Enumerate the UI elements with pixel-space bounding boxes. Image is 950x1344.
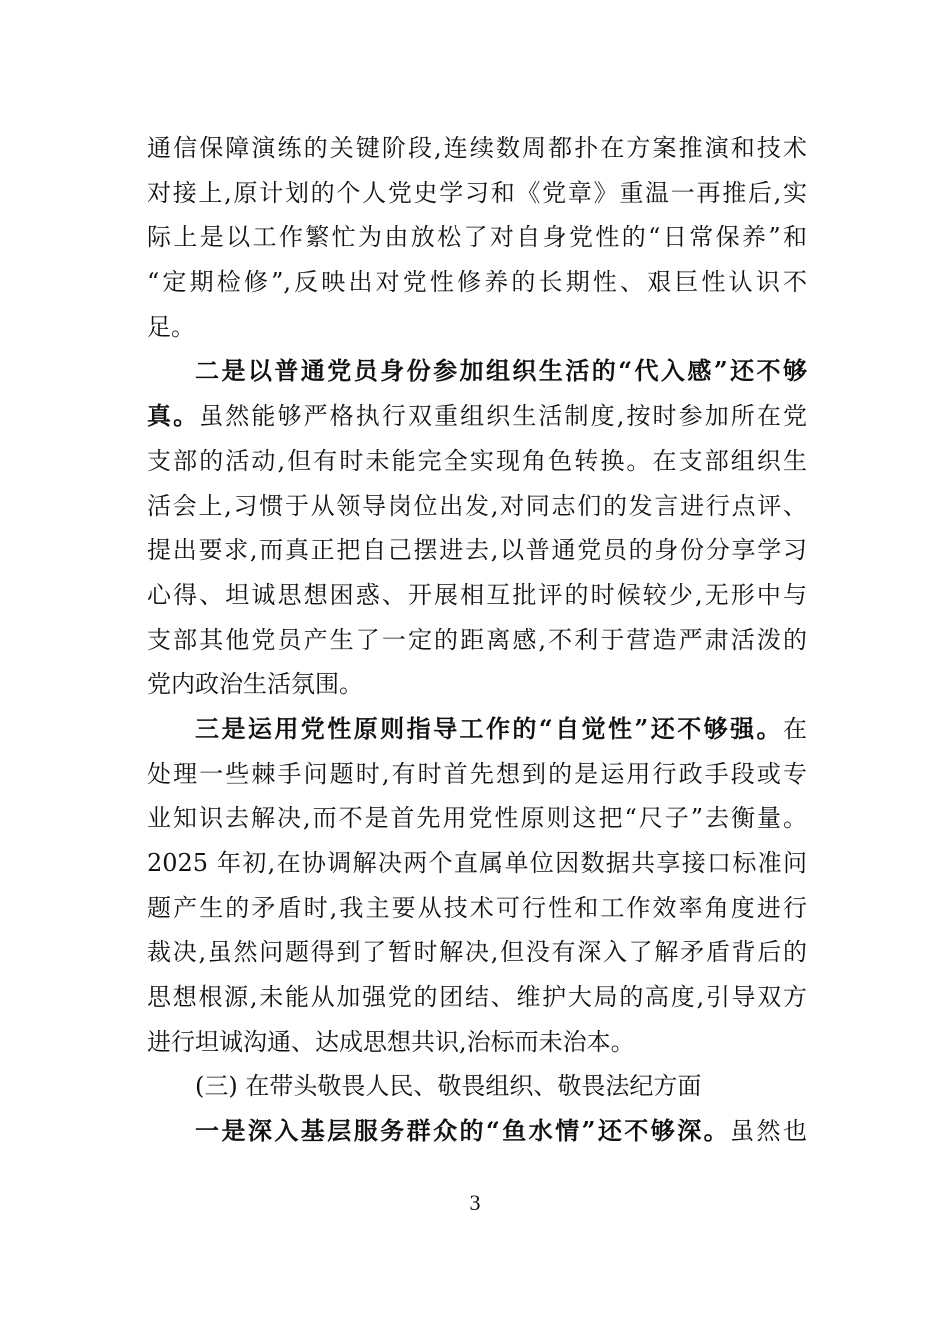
text-line [147,171,807,216]
bold-heading-text: 真。 [147,401,200,431]
text-line [147,349,807,394]
body-text: (三) 在带头敬畏人民、敬畏组织、敬畏法纪方面 [195,1072,702,1101]
bold-heading-text: 三是运用党性原则指导工作的“自觉性”还不够强。 [195,713,783,743]
text-line [147,886,807,931]
text-line [147,439,807,484]
body-text: 思想根源,未能从加强党的团结、维护大局的高度,引导双方 [147,983,807,1012]
text-line [147,1020,807,1065]
page-number: 3 [469,1190,481,1215]
text-line [147,841,807,886]
text-line [147,573,807,618]
body-text: 裁决,虽然问题得到了暂时解决,但没有深入了解矛盾背后的 [147,938,807,967]
body-text: 支部其他党员产生了一定的距离感,不利于营造严肃活泼的 [147,625,807,654]
body-text: 业知识去解决,而不是首先用党性原则这把“尺子”去衡量。 [147,804,807,833]
body-text: 足。 [147,312,195,341]
text-line [147,260,807,305]
text-line [147,752,807,797]
body-text: 虽然也 [730,1117,808,1146]
text-line [147,528,807,573]
body-text: 在 [783,714,807,743]
text-line [147,215,807,260]
body-text: 通信保障演练的关键阶段,连续数周都扑在方案推演和技术 [147,134,807,162]
text-line [147,975,807,1020]
bold-heading-text: 二是以普通党员身份参加组织生活的“代入感”还不够 [195,356,807,386]
body-text: 进行坦诚沟通、达成思想共识,治标而未治本。 [147,1027,635,1056]
bold-heading-text: 一是深入基层服务群众的“鱼水情”还不够深。 [195,1116,731,1146]
text-line [147,618,807,663]
text-line [147,484,807,529]
body-text: 题产生的矛盾时,我主要从技术可行性和工作效率角度进行 [147,893,807,922]
text-line [147,662,807,707]
body-text: 2025 年初,在协调解决两个直属单位因数据共享接口标准问 [147,849,807,877]
body-text: 际上是以工作繁忙为由放松了对自身党性的“日常保养”和 [147,223,807,252]
body-text: “定期检修”,反映出对党性修养的长期性、艰巨性认识不 [147,268,807,297]
text-line [147,707,807,752]
text-line [147,1064,807,1109]
body-text: 支部的活动,但有时未能完全实现角色转换。在支部组织生 [147,446,807,475]
text-line [147,796,807,841]
body-text: 提出要求,而真正把自己摆进去,以普通党员的身份分享学习 [147,536,807,565]
text-line [147,930,807,975]
text-line [147,126,807,171]
body-text: 活会上,习惯于从领导岗位出发,对同志们的发言进行点评、 [147,491,807,520]
body-text: 处理一些棘手问题时,有时首先想到的是运用行政手段或专 [147,759,807,788]
body-text: 心得、坦诚思想困惑、开展相互批评的时候较少,无形中与 [147,580,807,609]
text-line [147,305,807,350]
text-line [147,394,807,439]
body-text: 对接上,原计划的个人党史学习和《党章》重温一再推后,实 [147,178,807,207]
text-line [147,1109,807,1154]
body-text: 党内政治生活氛围。 [147,670,363,699]
body-text: 虽然能够严格执行双重组织生活制度,按时参加所在党 [199,402,808,431]
document-body [147,126,807,1154]
